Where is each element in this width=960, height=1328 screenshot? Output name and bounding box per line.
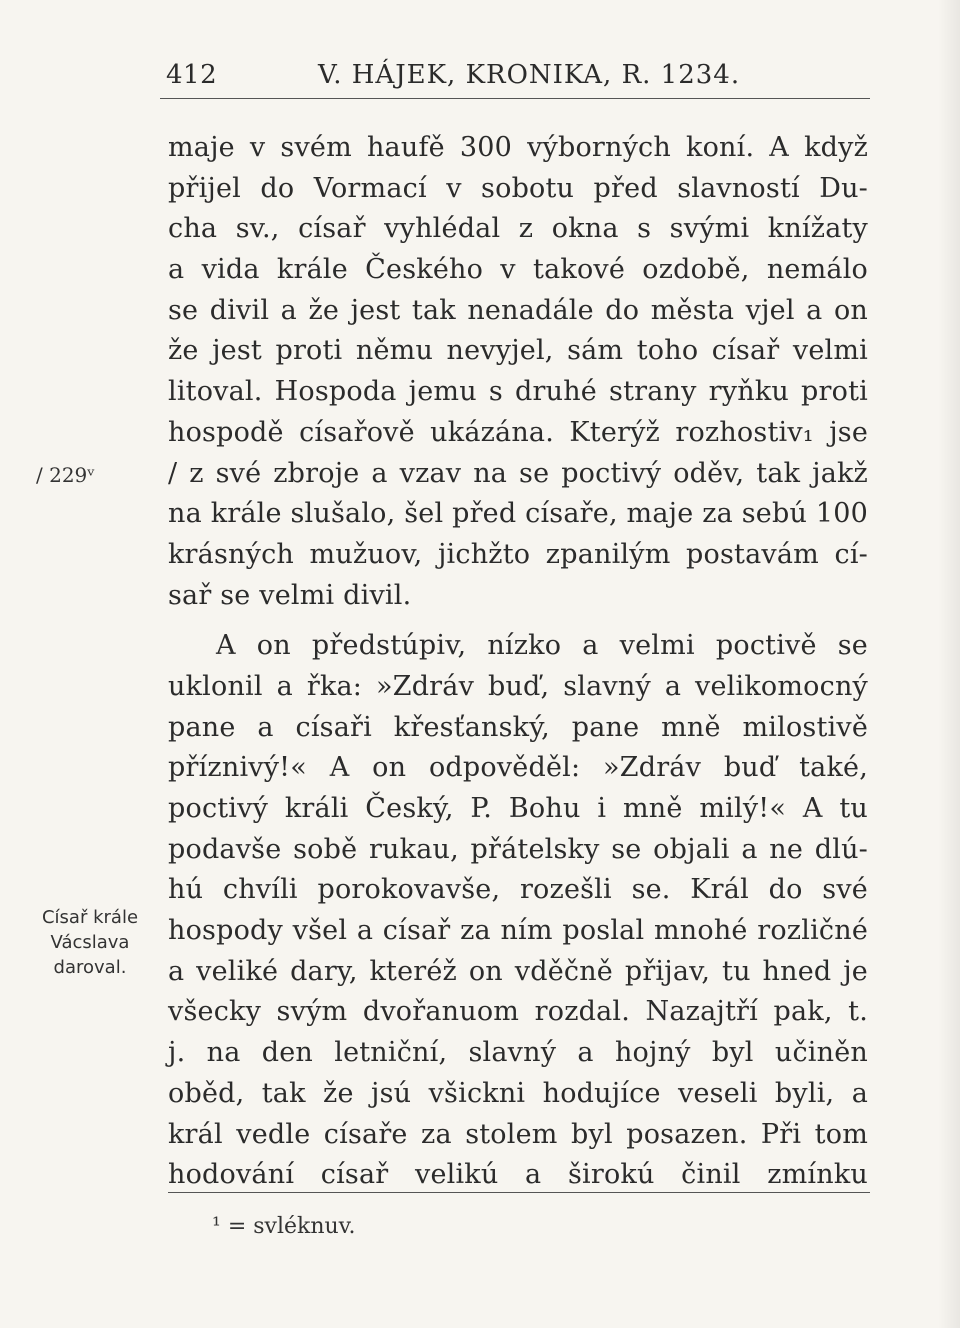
text-line: na krále slušalo, šel před císaře, maje za sebú 100 (168, 498, 868, 530)
page-edge-shadow (938, 0, 960, 1328)
text-line: oběd, tak že jsú všickni hodujíce veseli byli, a (168, 1077, 868, 1109)
text-line: sař se velmi divil. (168, 579, 412, 611)
text-line: maje v svém haufě 300 výborných koní. A když (168, 132, 868, 163)
text-line: a veliké dary, kteréž on vděčně přijav, tu hned je (168, 955, 868, 987)
text-line: příznivý!« A on odpověděl: »Zdráv buď také, (168, 752, 868, 784)
margin-note-line: Vácslava (50, 932, 130, 953)
text-line: krásných mužuov, jichžto zpanilým postavám cí- (168, 538, 868, 570)
margin-note-line: daroval. (53, 957, 127, 978)
text-line: všecky svým dvořanuom rozdal. Nazajtří pak, t. (168, 996, 868, 1028)
text-line: litoval. Hospoda jemu s druhé strany ryňku proti (168, 376, 868, 408)
text-line: pane a císaři křesťanský, pane mně milostivě (168, 711, 868, 743)
text-line: hodování císař velikú a širokú činil zmínku (168, 1159, 868, 1191)
paragraph-gap (168, 616, 868, 626)
text-line: přijel do Vormací v sobotu před slavností Du- (168, 172, 868, 204)
body-text (168, 128, 868, 1196)
margin-note-line: Císař krále (41, 907, 139, 928)
text-line: uklonil a řka: »Zdráv buď, slavný a velikomocný (168, 670, 868, 702)
text-line: podavše sobě rukau, přátelsky se objali a ne dlú- (168, 833, 868, 865)
text-line: se divil a že jest tak nenadále do města vjel a on (168, 294, 868, 326)
margin-folio-mark: / 229ᵛ (36, 463, 95, 487)
text-line: král vedle císaře za stolem byl posazen. Při tom (168, 1118, 868, 1150)
text-line: / z své zbroje a vzav na se poctivý oděv, tak jakž (168, 457, 868, 489)
text-line: poctivý králi Český, P. Bohu i mně milý!« A tu (168, 793, 868, 824)
running-head: V. HÁJEK, KRONIKA, R. 1234. (318, 60, 741, 90)
text-line: hospody všel a císař za ním poslal mnohé rozličné (168, 915, 868, 947)
text-line: že jest proti němu nevyjel, sám toho císař velmi (168, 335, 868, 367)
text-line: hospodě císařově ukázána. Kterýž rozhostiv₁ jse (168, 416, 868, 448)
margin-note (22, 905, 158, 980)
text-line: j. na den letniční, slavný a hojný byl učiněn (168, 1037, 868, 1069)
text-line: hú chvíli porokovavše, rozešli se. Král do své (168, 874, 868, 906)
page-number: 412 (166, 60, 218, 90)
footnote: ¹ = svléknuv. (212, 1214, 356, 1239)
page-header (160, 58, 870, 99)
text-line: cha sv., císař vyhlédal z okna s svými knížaty (168, 213, 868, 245)
footnote-divider (168, 1192, 870, 1193)
text-line: A on předstúpiv, nízko a velmi poctivě se (216, 630, 868, 662)
text-line: a vida krále Českého v takové ozdobě, nemálo (168, 254, 868, 286)
